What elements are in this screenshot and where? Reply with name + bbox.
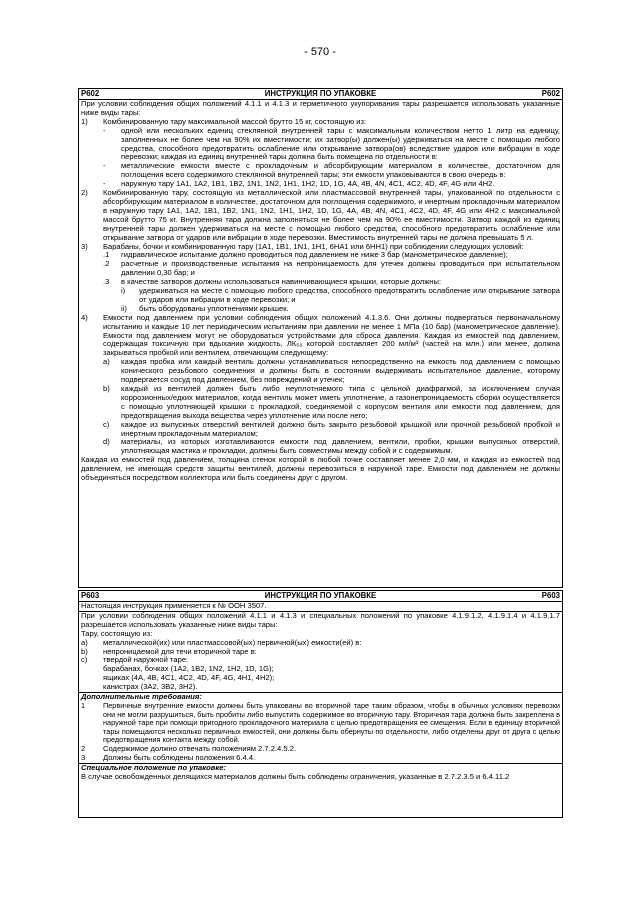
item-number: 2) bbox=[81, 188, 88, 198]
sub-text: удерживаться на месте с помощью любого средства, способного предотвратить ослабление или открывание затвора от ударов или вибрации в ходе перевозки; и bbox=[139, 286, 560, 304]
p603-req-3 bbox=[81, 754, 560, 763]
item-text: Комбинированную тару, состоящую из металлической или пластмассовой внутренней тары, упакованной по отдельности с абсорбирующим материалом в количестве, достаточном для поглощения содержимого, и инертным прокладочным материалом в наружную тару 1А1, 1А2, 1В1, 1В2, 1N1, 1N2, 1Н1, 1Н2, 1D, 1G, 4А, 4В, 4N, 4С1, 4С2, 4D, 4F, 4G или 4Н2 с максимальной массой брутто 75 кг. Внутренняя тара должна заполняться не более чем на 90% ее вместимости. Затвор каждой из единиц внутренней тары должен удерживаться на месте с помощью любого средства, способного предотвратить ослабление или открывание затвора от ударов или вибрации в ходе перевозки. Вместимость внутренней тары не должна превышать 5 л. bbox=[103, 188, 560, 242]
item-text: Комбинированную тару максимальной массой брутто 15 кг, состоящую из: bbox=[103, 116, 367, 126]
sub-text: быть оборудованы уплотнениями крышек. bbox=[139, 303, 289, 313]
p602-item-3-subsub-1 bbox=[81, 287, 560, 305]
req-text: Должны быть соблюдены положения 6.4.4. bbox=[103, 752, 256, 762]
list-letter: a) bbox=[81, 637, 88, 647]
bullet: - bbox=[103, 179, 106, 189]
p603-outer-line-1: барабанах, бочках (1А2, 1В2, 1N2, 1Н2, 1D, 1G); bbox=[103, 664, 274, 674]
p602-item-2 bbox=[81, 189, 560, 242]
req-number: 3 bbox=[81, 752, 86, 762]
p602-code-left: P602 bbox=[81, 88, 100, 98]
instruction-p603 bbox=[78, 590, 563, 818]
p602-title: ИНСТРУКЦИЯ ПО УПАКОВКЕ bbox=[264, 88, 377, 98]
sub-number: .2 bbox=[103, 259, 110, 269]
instruction-p602 bbox=[78, 88, 563, 588]
p603-packaging-section bbox=[79, 612, 562, 693]
p603-special-text: В случае освобожденных делящихся материалов должны быть соблюдены ограничения, указанные в 2.7.2.3.5 и 6.4.11.2 bbox=[81, 771, 510, 781]
p603-code-left: P603 bbox=[81, 590, 100, 600]
p603-code-right: P603 bbox=[541, 590, 560, 600]
item-text: Емкости под давлением при условии соблюдения общих положений 4.1.3.6. Они должны подвергаться первоначальному испытанию и каждые 10 лет периодическим испытаниям при давлении не менее 1 МПа (10 бар) (манометрическое давление). Емкости под давлением могут не оборудоваться устройствами для сброса давления. Каждая из емкостей под давлением, содержащая токсичную при вдыхании жидкость, ЛК₅₀ которой составляет 200 мл/м³ (частей на млн.) или менее, должна закрываться пробкой или вентилем, отвечающим следующему: bbox=[103, 312, 560, 358]
p602-item-4-sub-c bbox=[81, 421, 560, 439]
list-text: металлической(их) или пластмассовой(ых) первичной(ых) емкости(ей) в: bbox=[103, 637, 362, 647]
p602-item-4-sub-b bbox=[81, 385, 560, 421]
p603-tara: Тару, состоящую из: bbox=[81, 628, 153, 638]
roman-number: ii) bbox=[121, 303, 127, 313]
sub-text: каждая пробка или каждый вентиль должны устанавливаться непосредственно на емкость под давлением с помощью конического резьбового соединения и должны быть в состоянии выдерживать испытательное давление, которому подвергается сосуд под давлением, без повреждений и утечек; bbox=[121, 357, 560, 385]
p602-code-right: P602 bbox=[541, 88, 560, 98]
item-text: Барабаны, бочки и комбинированную тару (1А1, 1В1, 1N1, 1Н1, 6НА1 или 6НН1) при соблюдении следующих условий: bbox=[103, 241, 524, 251]
p602-item-4-sub-a bbox=[81, 358, 560, 385]
p603-req-1 bbox=[81, 702, 560, 745]
sub-letter: a) bbox=[103, 357, 110, 367]
p603-intro: При условии соблюдения общих положений 4.1.1 и 4.1.3 и специальных положений по упаковке 4.1.9.1.2, 4.1.9.1.4 и 4.1.9.1.7 разрешается использовать указанные ниже виды тары: bbox=[81, 610, 560, 629]
sub-text: одной или нескольких единиц стеклянной внутренней тары с максимальным количеством нетто 1 литр на единицу, заполненных не более чем на 90% их вместимости; их затвор(ы) должен(ы) удерживаться на месте с помощью любого средства, способного предотвратить ослабление или открывание затвора(ов) вследствие ударов или вибрации в ходе перевозки; каждая из единиц внутренней тары должна быть помещена по отдельности в: bbox=[121, 125, 560, 162]
page-number: - 570 - bbox=[304, 46, 336, 58]
p602-item-3-sub-2 bbox=[81, 260, 560, 278]
list-letter: b) bbox=[81, 646, 88, 656]
bullet: - bbox=[103, 125, 106, 135]
sub-number: .3 bbox=[103, 277, 110, 287]
list-text: непроницаемой для течи вторичной таре в: bbox=[103, 646, 257, 656]
p603-applies: Настоящая инструкция применяется к № ООН 3507. bbox=[81, 601, 267, 610]
list-letter: c) bbox=[81, 655, 88, 665]
p603-special-section bbox=[79, 764, 562, 782]
sub-text: металлические емкости вместе с прокладочным и абсорбирующим материалом в количестве, достаточном для поглощения всего содержимого стеклянной внутренней тары; эти емкости упаковываются в свою очередь в: bbox=[121, 161, 560, 180]
p602-item-4-tail: Каждая из емкостей под давлением, толщина стенок которой в любой точке составляет менее 2,0 мм, и каждая из емкостей под давлением, не имеющая средств защиты вентилей, должны перевозиться в наружной таре. Емкости под давлением не должны объединяться посредством коллектора или быть соединены друг с другом. bbox=[81, 455, 560, 483]
req-number: 1 bbox=[81, 700, 86, 710]
p603-outer-line-3: канистрах (3А2, 3В2, 3Н2). bbox=[103, 682, 198, 692]
p603-outer-line-2: ящиках (4А, 4В, 4С1, 4С2, 4D, 4F, 4G, 4Н1, 4Н2); bbox=[103, 673, 275, 683]
roman-number: i) bbox=[121, 286, 126, 296]
sub-number: .1 bbox=[103, 250, 110, 260]
sub-letter: d) bbox=[103, 437, 110, 447]
p602-intro: При условии соблюдения общих положений 4.1.1 и 4.1.3 и герметичного укупоривания тары разрешается использовать указанные ниже виды тары: bbox=[81, 99, 560, 117]
item-number: 1) bbox=[81, 116, 88, 126]
req-text: Содержимое должно отвечать положениям 2.7.2.4.5.2. bbox=[103, 743, 297, 753]
sub-text: каждый из вентилей должен быть либо неуплотняемого типа с цельной диафрагмой, за исключением случая коррозионных/едких материалов, когда вентиль может иметь уплотнение, а газонепроницаемость сборки осуществляется с помощью уплотняющей крышки с прокладкой, соединяемой с корпусом вентиля или емкости под давлением, для предотвращения выхода вещества через уплотнение или после него; bbox=[121, 384, 560, 420]
req-number: 2 bbox=[81, 743, 86, 753]
p602-body bbox=[79, 100, 562, 483]
p603-special-title: Специальное положение по упаковке: bbox=[81, 762, 226, 772]
bullet: - bbox=[103, 161, 106, 171]
p603-title: ИНСТРУКЦИЯ ПО УПАКОВКЕ bbox=[264, 590, 377, 600]
item-number: 4) bbox=[81, 312, 88, 322]
p602-item-1-sub-2 bbox=[81, 162, 560, 180]
sub-text: материалы, из которых изготавливаются емкости под давлением, вентили, пробки, крышки выпускных отверстий, уплотняющая мастика и прокладки, должны быть совместимы между собой и с содержимым. bbox=[121, 437, 560, 456]
p603-additional-title: Дополнительные требования: bbox=[81, 692, 202, 702]
sub-letter: c) bbox=[103, 419, 110, 429]
sub-text: наружную тару 1А1, 1А2, 1В1, 1В2, 1N1, 1N2, 1Н1, 1Н2, 1D, 1G, 4А, 4В, 4N, 4С1, 4С2, 4D, 4F, 4G или 4Н2. bbox=[121, 179, 495, 189]
p603-additional-section bbox=[79, 693, 562, 764]
sub-text: каждое из выпускных отверстий вентилей должно быть закрыто резьбовой крышкой или прочной резьбовой пробкой и инертным прокладочным материалом; bbox=[121, 419, 560, 438]
sub-text: в качестве затворов должны использоваться навинчивающиеся крышки, которые должны: bbox=[121, 277, 442, 287]
req-text: Первичные внутренние емкости должны быть упакованы во вторичной таре таким образом, чтобы в обычных условиях перевозки они не могли разрушиться, быть пробиты либо выпустить содержимое во вторичную тару. Вторичная тара должна быть закреплена в наружной таре при помощи пригодного прокладочного материала с целью предотвращения ее смещения. Если в единицу вторичной тары помещаются несколько первичных емкостей, они должны быть обернуты по отдельности, либо отделены друг от друга с целью предотвращения контакта между собой. bbox=[103, 700, 560, 745]
sub-text: гидравлическое испытание должно проводиться под давлением не ниже 3 бар (манометрическое давление); bbox=[121, 250, 508, 260]
list-text: твердой наружной таре: bbox=[103, 655, 189, 665]
p602-item-4-sub-d bbox=[81, 438, 560, 456]
sub-letter: b) bbox=[103, 384, 110, 393]
p602-item-4 bbox=[81, 314, 560, 359]
sub-text: расчетные и производственные испытания на непроницаемость для утечек должны проводиться при испытательном давлении 0,30 бар; и bbox=[121, 259, 560, 278]
item-number: 3) bbox=[81, 241, 88, 251]
p602-item-1-sub-1 bbox=[81, 127, 560, 163]
